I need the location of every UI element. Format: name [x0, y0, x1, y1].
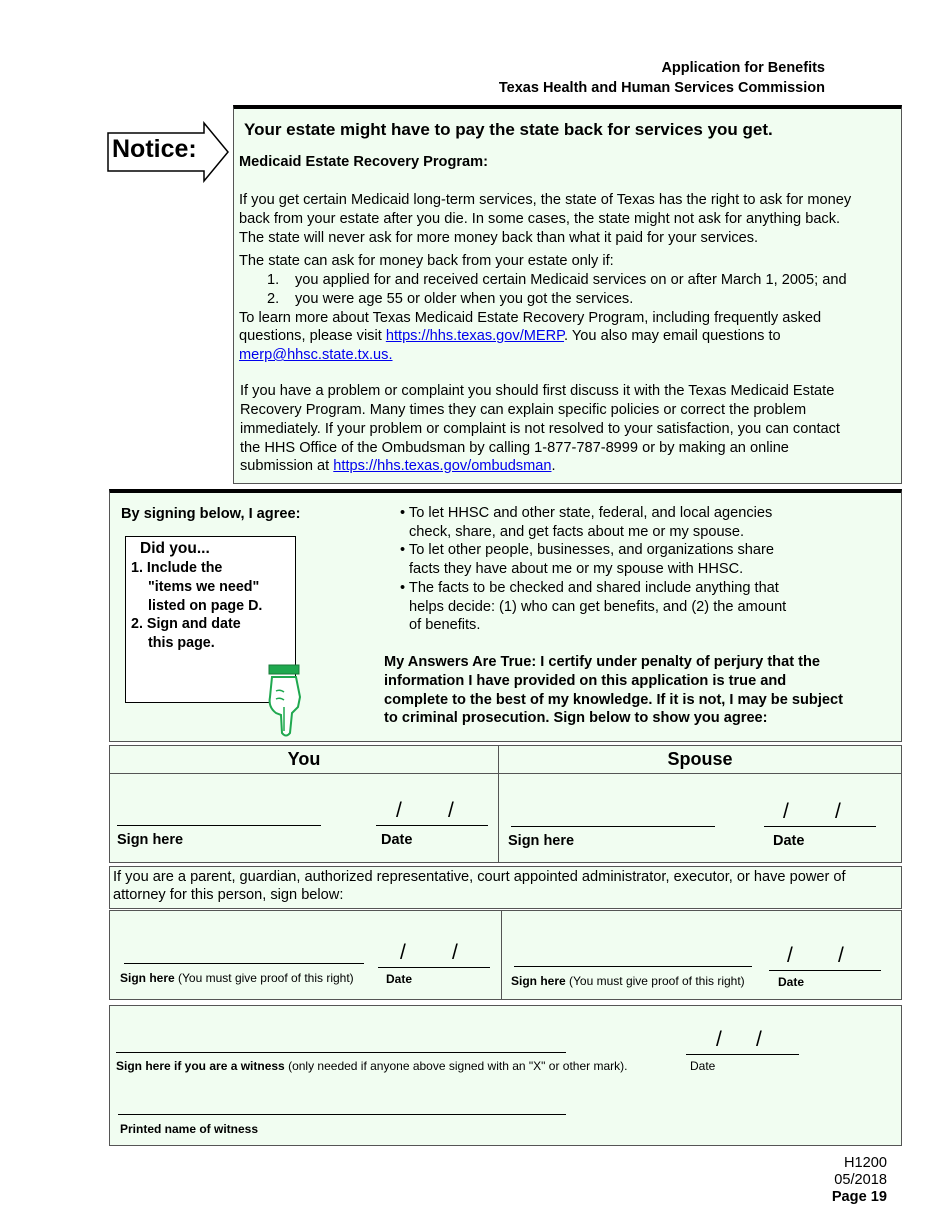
date-separator: / — [448, 799, 454, 822]
page-number: Page 19 — [831, 1189, 887, 1205]
notice-text: The state can ask for money back from your estate only if: — [239, 253, 614, 269]
spouse-header: Spouse — [667, 749, 733, 769]
notice-text: immediately. If your problem or complaint is not resolved to your satisfaction, you can contact — [240, 421, 840, 437]
notice-text: The state will never ask for more money back than what it paid for your services. — [239, 230, 759, 246]
date-separator: / — [783, 800, 789, 823]
date-separator: / — [756, 1028, 762, 1051]
form-number: H1200 — [843, 1155, 887, 1171]
notice-text: If you get certain Medicaid long-term services, the state of Texas has the right to ask for money — [239, 192, 852, 208]
condition-number: 2. — [267, 291, 280, 307]
date-separator: / — [396, 799, 402, 822]
you-signature-line[interactable] — [117, 825, 321, 826]
date-separator: / — [835, 800, 841, 823]
sign-here-label: Sign here — [117, 832, 184, 848]
agreement-bullets: • To let HHSC and other state, federal, and local agencies check, share, and get facts about me or my spouse. • To let other people, businesses, and organizations share facts they have about me or my spouse with HHSC. • The facts to be checked and shared include anything that helps decide: (1) who can get benefits, and (2) the amount of benefits. — [400, 505, 787, 634]
checklist-item: 1. Include the "items we need" listed on page D. 2. Sign and date this page. — [131, 560, 263, 652]
representative-date-line[interactable] — [378, 967, 490, 968]
spouse-signature-line[interactable] — [511, 826, 715, 827]
merp-link[interactable]: https://hhs.texas.gov/MERP — [385, 328, 565, 344]
representative-date-line[interactable] — [769, 970, 881, 971]
representative-signature-line[interactable] — [514, 966, 752, 967]
form-date: 05/2018 — [834, 1172, 887, 1188]
date-separator: / — [787, 944, 793, 967]
notice-text: Recovery Program. Many times they can explain specific policies or correct the problem — [240, 402, 807, 418]
witness-date-line[interactable] — [686, 1054, 799, 1055]
agency-name: Texas Health and Human Services Commission — [498, 80, 825, 96]
representative-instructions: If you are a parent, guardian, authorized representative, court appointed administrator, executor, or have power of attorney for this person, sign below: — [109, 866, 902, 909]
notice-subheading: Medicaid Estate Recovery Program: — [239, 154, 488, 170]
date-separator: / — [716, 1028, 722, 1051]
date-separator: / — [400, 941, 406, 964]
form-title: Application for Benefits — [661, 60, 825, 76]
notice-text: To learn more about Texas Medicaid Estate Recovery Program, including frequently asked — [239, 310, 822, 326]
condition-text: you were age 55 or older when you got the services. — [295, 291, 634, 307]
notice-text: If you have a problem or complaint you should first discuss it with the Texas Medicaid Estate — [240, 383, 835, 399]
pointing-hand-icon — [264, 663, 304, 739]
notice-arrow — [106, 121, 230, 183]
date-separator: / — [452, 941, 458, 964]
sign-here-label: Sign here — [508, 833, 575, 849]
estate-recovery-notice — [233, 105, 902, 484]
notice-text: the HHS Office of the Ombudsman by calling 1-877-787-8999 or by making an online — [240, 440, 789, 456]
notice-label: Notice: — [112, 135, 197, 163]
date-label: Date — [386, 972, 413, 986]
witness-signature-line[interactable] — [116, 1052, 566, 1053]
did-you-title: Did you... — [140, 540, 210, 557]
date-separator: / — [838, 944, 844, 967]
representative-sign-label: Sign here (You must give proof of this right) — [511, 974, 745, 988]
agreement-section — [109, 489, 902, 742]
date-label: Date — [773, 833, 805, 849]
ombudsman-link[interactable]: https://hhs.texas.gov/ombudsman — [333, 458, 552, 474]
you-date-line[interactable] — [376, 825, 488, 826]
applicant-signature-table — [109, 745, 902, 863]
agreement-heading: By signing below, I agree: — [121, 506, 301, 522]
witness-printed-name-line[interactable] — [118, 1114, 566, 1115]
email-link[interactable]: merp@hhsc.state.tx.us. — [239, 347, 393, 363]
date-label: Date — [381, 832, 413, 848]
notice-text: questions, please visit https://hhs.texas.gov/MERP. You also may email questions to — [239, 328, 781, 344]
notice-headline: Your estate might have to pay the state back for services you get. — [244, 120, 773, 139]
date-label: Date — [778, 975, 805, 989]
notice-text: back from your estate after you die. In some cases, the state might not ask for anything back. — [239, 211, 841, 227]
witness-sign-label: Sign here if you are a witness (only needed if anyone above signed with an "X" or other mark). — [116, 1059, 628, 1073]
you-header: You — [287, 749, 321, 769]
witness-section — [109, 1005, 902, 1146]
date-label: Date — [690, 1059, 716, 1073]
witness-printed-label: Printed name of witness — [120, 1122, 259, 1136]
condition-number: 1. — [267, 272, 280, 288]
condition-text: you applied for and received certain Medicaid services on or after March 1, 2005; and — [295, 272, 847, 288]
representative-sign-label: Sign here (You must give proof of this right) — [120, 971, 354, 985]
spouse-date-line[interactable] — [764, 826, 876, 827]
representative-signature-line[interactable] — [124, 963, 364, 964]
certification-statement: My Answers Are True: I certify under penalty of perjury that the information I have provided on this application is true and complete to the best of my knowledge. If it is not, I may be subject to criminal prosecution. Sign below to show you agree: — [384, 654, 843, 727]
representative-signature-table — [109, 910, 902, 1000]
form-footer — [832, 1155, 887, 1206]
notice-text: submission at https://hhs.texas.gov/ombudsman. — [240, 458, 556, 474]
